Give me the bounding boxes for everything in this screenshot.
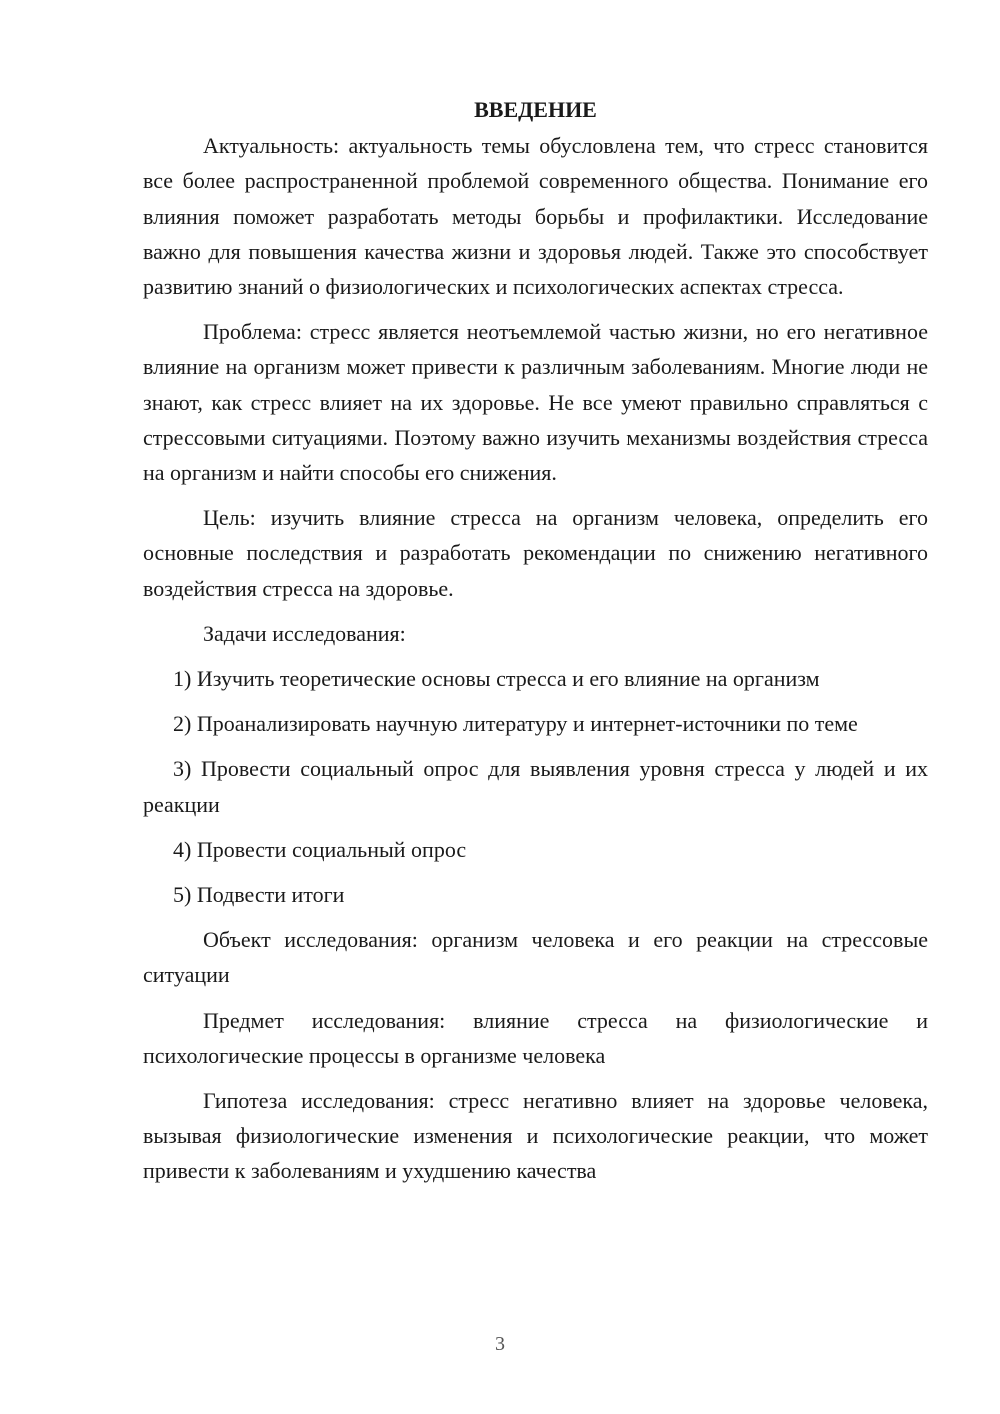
paragraph-goal: Цель: изучить влияние стресса на организм человека, определить его основные последствия и разработать рекомендации по снижению негативного воздействия стресса на здоровье. xyxy=(143,505,928,601)
task-item-3: 3) Провести социальный опрос для выявления уровня стресса у людей и их реакции xyxy=(143,756,928,817)
section-title: ВВЕДЕНИЕ xyxy=(474,97,597,122)
paragraph-relevance: Актуальность: актуальность темы обусловлена тем, что стресс становится все более распространенной проблемой современного общества. Понимание его влияния поможет разработать методы борьбы и профилактики. Исследование важно для повышения качества жизни и здоровья людей. Также это способствует развитию знаний о физиологических и психологических аспектах стресса. xyxy=(143,133,928,300)
paragraph-object: Объект исследования: организм человека и его реакции на стрессовые ситуации xyxy=(143,927,928,988)
page-number: 3 xyxy=(495,1333,505,1355)
task-item-5: 5) Подвести итоги xyxy=(173,882,345,908)
paragraph-problem: Проблема: стресс является неотъемлемой частью жизни, но его негативное влияние на организм может привести к различным заболеваниям. Многие люди не знают, как стресс влияет на их здоровье. Не все умеют правильно справляться с стрессовыми ситуациями. Поэтому важно изучить механизмы воздействия стресса на организм и найти способы его снижения. xyxy=(143,319,928,486)
paragraph-subject: Предмет исследования: влияние стресса на физиологические и психологические процессы в организме человека xyxy=(143,1007,928,1068)
task-item-1: 1) Изучить теоретические основы стресса и его влияние на организм xyxy=(173,666,820,692)
paragraph-hypothesis: Гипотеза исследования: стресс негативно влияет на здоровье человека, вызывая физиологические изменения и психологические реакции, что может привести к заболеваниям и ухудшению качества xyxy=(143,1088,928,1184)
task-item-2: 2) Проанализировать научную литературу и интернет-источники по теме xyxy=(173,711,858,737)
task-item-4: 4) Провести социальный опрос xyxy=(173,836,467,862)
document-page xyxy=(143,92,928,1199)
tasks-heading: Задачи исследования: xyxy=(203,620,406,646)
